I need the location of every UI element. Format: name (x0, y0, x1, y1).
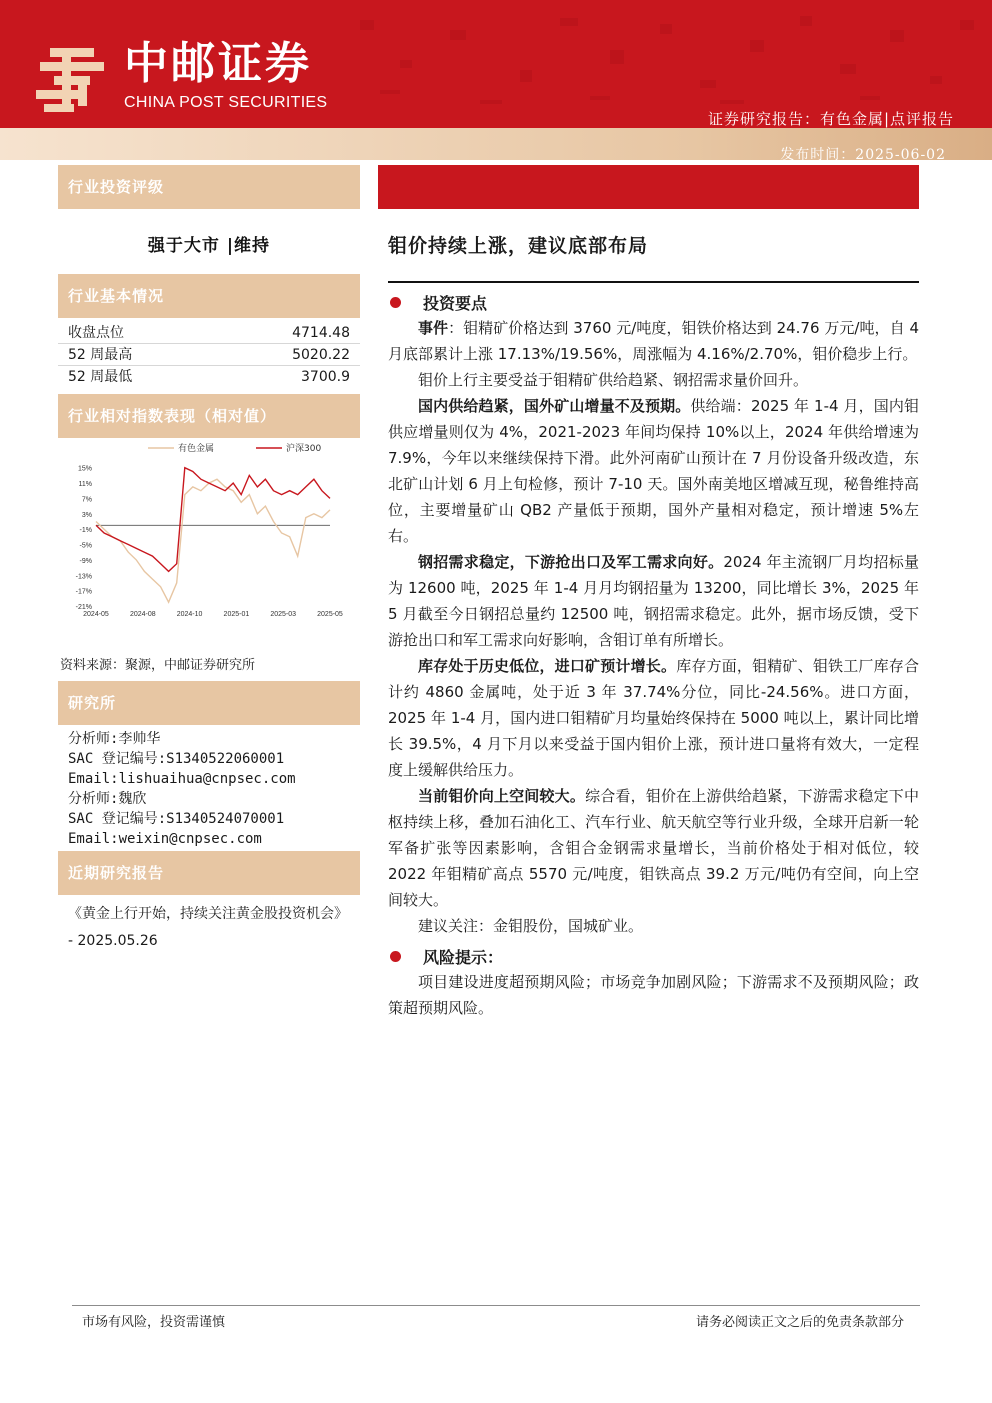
paragraph-lead: 库存处于历史低位，进口矿预计增长。 (418, 657, 677, 675)
risk-paragraph: 项目建设进度超预期风险；市场竞争加剧风险；下游需求不及预期风险；政策超预期风险。 (388, 973, 919, 1017)
recent-reports-header: 近期研究报告 (58, 851, 360, 895)
footer-disclaimer-right: 请务必阅读正文之后的免责条款部分 (695, 1315, 904, 1330)
footer-rule (72, 1305, 920, 1306)
brand-name-en: CHINA POST SECURITIES (124, 94, 328, 111)
analyst-email: Email:lishuaihua@cnpsec.com (68, 771, 296, 787)
x-tick-label: 2024-10 (176, 611, 203, 618)
stats-row (58, 322, 360, 344)
y-tick-label: -13% (75, 573, 92, 581)
header-banner (0, 0, 992, 128)
analyst-line: 分析师:李帅华 (68, 731, 161, 747)
x-tick-label: 2024-08 (129, 611, 156, 618)
paragraph-text: 库存方面，钼精矿、钼铁工厂库存合计约 4860 金属吨，处于近 3 年 37.74%分位，同比-24.56%。进口方面，2025 年 1-4 月，国内进口钼精矿月均量始终保持在 5000 吨以上，累计同比增长 39.5%，4 月下月以来受益于国内钼价上涨，预计进口量将有效大，一定程度上缓解供给压力。 (388, 657, 919, 779)
paragraph (378, 367, 919, 393)
body-paragraphs (378, 315, 919, 939)
footer-disclaimer-left: 市场有风险，投资需谨慎 (82, 1315, 226, 1330)
risk-header (388, 945, 919, 967)
paragraph-text: 供给端：2025 年 1-4 月，国内钼供应增量则仅为 4%，2021-2023 年间均保持 10%以上，2024 年供给增速为 7.9%，今年以来继续保持下滑。此外河南矿山预计在 7 月份设备升级改造，东北矿山计划 6 月上旬检修，预计 7-10 天。国外南美地区增减互现，秘鲁维持高位，主要增量矿山 QB2 产量低于预期，国外产量相对稳定，预计增速 5%左右。 (388, 397, 919, 545)
analyst-email: Email:weixin@cnpsec.com (68, 831, 262, 847)
analyst-line: SAC 登记编号:S1340522060001 (68, 751, 285, 767)
report-type: 证券研究报告：有色金属|点评报告 (707, 110, 954, 128)
bullet-icon (390, 951, 401, 962)
subhead-label: 风险提示： (423, 947, 504, 967)
research-header: 研究所 (58, 681, 360, 725)
y-tick-label: -17% (75, 588, 92, 596)
analyst-line: 分析师:魏欣 (68, 791, 147, 807)
y-tick-label: 3% (81, 511, 92, 519)
industry-rating: 强于大市 |维持 (147, 236, 271, 256)
y-tick-label: -9% (79, 557, 92, 565)
paragraph (378, 783, 919, 913)
report-title: 钼价持续上涨，建议底部布局 (388, 235, 649, 257)
stat-label: 收盘点位 (68, 325, 124, 341)
paragraph-text: 综合看，钼价在上游供给趋紧，下游需求稳定下中枢持续上移，叠加石油化工、汽车行业、航天航空等行业升级，全球开启新一轮军备扩张等因素影响，含钼合金钢需求量增长，当前价格处于相对低位，较 2022 年钼精矿高点 5570 元/吨度，钼铁高点 39.2 万元/吨仍有空间，向上空间较大。 (388, 787, 919, 909)
x-tick-label: 2025-05 (317, 611, 343, 618)
publish-date: 发布时间：2025-06-02 (780, 147, 946, 163)
series-line (96, 479, 330, 602)
y-tick-label: 7% (81, 496, 92, 504)
paragraph (378, 315, 919, 367)
paragraph-text: 建议关注：金钼股份，国城矿业。 (418, 917, 644, 935)
chart-svg (58, 438, 360, 644)
main-content (378, 165, 919, 1021)
y-tick-label: -21% (75, 604, 92, 611)
y-tick-label: -1% (79, 527, 92, 535)
paragraph-text: 钼价上行主要受益于钼精矿供给趋紧、钢招需求量价回升。 (418, 371, 809, 389)
paragraph-text: ：钼精矿价格达到 3760 元/吨度，钼铁价格达到 24.76 万元/吨，自 4 月底部累计上涨 17.13%/19.56%，周涨幅为 4.16%/2.70%，钼价稳步上行。 (388, 319, 919, 363)
legend-label: 沪深300 (286, 444, 322, 454)
analyst-line: SAC 登记编号:S1340524070001 (68, 811, 285, 827)
subhead-label: 投资要点 (423, 293, 488, 313)
performance-header: 行业相对指数表现（相对值） (58, 394, 360, 438)
left-sidebar (58, 165, 360, 955)
relative-performance-chart (58, 438, 360, 644)
paragraph-lead: 钢招需求稳定，下游抢出口及军工需求向好。 (418, 553, 724, 571)
stat-label: 52 周最高 (68, 347, 133, 363)
paragraph-text: 2024 年主流钢厂月均招标量为 12600 吨，2025 年 1-4 月月均钢招量为 13200，同比增长 3%，2025 年 5 月截至今日钢招总量约 12500 吨，钢招需求稳定。此外，据市场反馈，受下游抢出口和军工需求向好影响，含钼订单有所增长。 (388, 553, 919, 649)
analyst-list (58, 725, 360, 849)
recent-report-link[interactable]: 《黄金上行开始，持续关注黄金股投资机会》 - 2025.05.26 (68, 906, 348, 949)
invest-points-header (388, 291, 919, 313)
y-tick-label: 15% (77, 465, 92, 473)
china-post-logo-icon (32, 44, 112, 116)
legend-label: 有色金属 (178, 444, 215, 454)
paragraph (378, 549, 919, 653)
paragraph (378, 913, 919, 939)
x-tick-label: 2024-05 (83, 611, 109, 618)
x-tick-label: 2025-03 (270, 611, 297, 618)
y-tick-label: 11% (78, 481, 92, 489)
title-rule (388, 281, 919, 283)
basics-header: 行业基本情况 (58, 274, 360, 318)
bullet-icon (390, 297, 401, 308)
title-red-bar (378, 165, 919, 209)
brand-name-cn: 中邮证券 (124, 38, 312, 89)
paragraph-lead: 当前钼价向上空间较大。 (418, 787, 586, 805)
stat-label: 52 周最低 (68, 369, 133, 385)
stats-row (58, 344, 360, 366)
stat-value: 5020.22 (292, 347, 350, 363)
rating-header: 行业投资评级 (58, 165, 360, 209)
paragraph-lead: 事件 (418, 319, 449, 337)
chart-source: 资料来源：聚源，中邮证券研究所 (60, 658, 256, 673)
stats-row (58, 366, 360, 388)
y-tick-label: -5% (79, 542, 92, 550)
stat-value: 4714.48 (292, 325, 350, 341)
paragraph (378, 393, 919, 549)
x-tick-label: 2025-01 (223, 611, 250, 618)
paragraph-lead: 国内供给趋紧，国外矿山增量不及预期。 (418, 397, 691, 415)
paragraph (378, 653, 919, 783)
stat-value: 3700.9 (301, 369, 350, 385)
stats-table (58, 318, 360, 394)
